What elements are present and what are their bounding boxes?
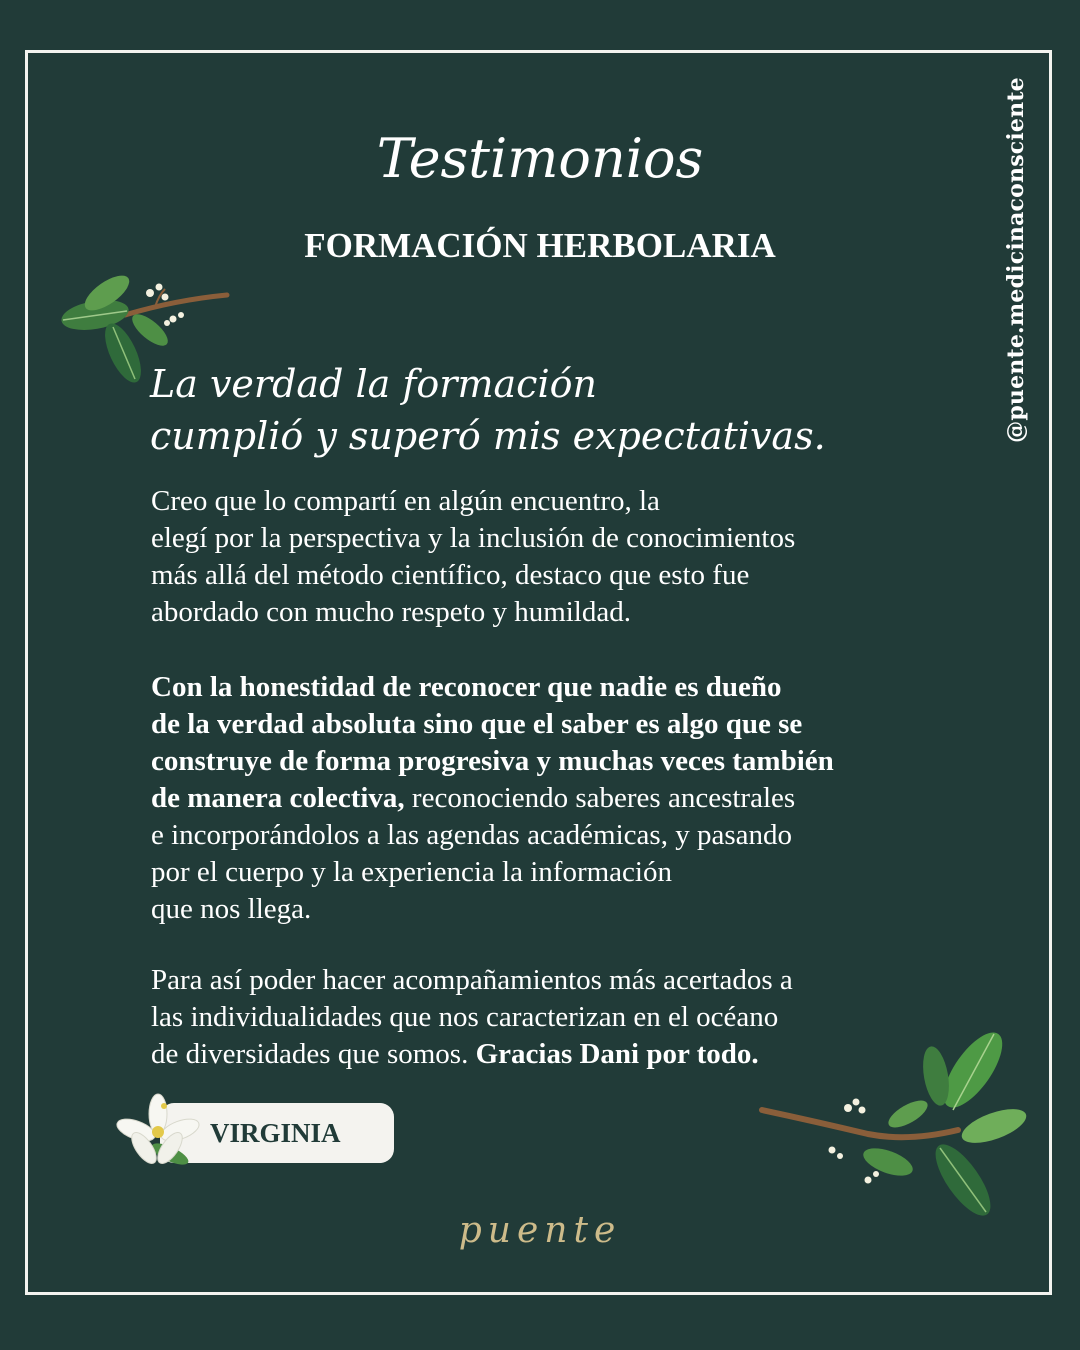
- instagram-handle: @puente.medicinaconsciente: [1003, 77, 1029, 443]
- bold-text: Con la honestidad de reconocer que nadie es dueño: [151, 671, 782, 703]
- paragraph-line: [151, 669, 991, 706]
- testimonial-quote: [150, 358, 930, 462]
- paragraph-line: más allá del método científico, destaco que esto fue: [151, 559, 750, 591]
- paragraph-line: [151, 706, 991, 743]
- paragraph-line: elegí por la perspectiva y la inclusión de conocimientos: [151, 522, 796, 554]
- paragraph-line: Creo que lo compartí en algún encuentro, la: [151, 485, 660, 517]
- paragraph-line: e incorporándolos a las agendas académicas, y pasando: [151, 819, 792, 851]
- regular-text: de diversidades que somos.: [151, 1038, 476, 1070]
- paragraph-line: [151, 780, 991, 817]
- brand-signature: puente: [458, 1210, 622, 1251]
- quote-line: cumplió y superó mis expectativas.: [150, 414, 826, 458]
- page-title: Testimonios: [376, 127, 704, 190]
- paragraph-line: las individualidades que nos caracterizan en el océano: [151, 1001, 779, 1033]
- testimonial-paragraph-1: [151, 483, 991, 631]
- bold-text: construye de forma progresiva y muchas veces también: [151, 745, 834, 777]
- white-flower-icon: [108, 1092, 208, 1172]
- paragraph-line: [151, 743, 991, 780]
- author-name: VIRGINIA: [210, 1117, 341, 1148]
- quote-line: La verdad la formación: [150, 362, 597, 406]
- paragraph-line: Para así poder hacer acompañamientos más acertados a: [151, 964, 793, 996]
- paragraph-line: por el cuerpo y la experiencia la información: [151, 856, 672, 888]
- bold-text: de manera colectiva,: [151, 782, 405, 814]
- regular-text: reconociendo saberes ancestrales: [404, 782, 796, 814]
- leaf-branch-bottom-right-icon: [758, 1030, 1028, 1220]
- bold-text: de la verdad absoluta sino que el saber es algo que se: [151, 708, 803, 740]
- paragraph-line: abordado con mucho respeto y humildad.: [151, 596, 631, 628]
- testimonial-paragraph-2: [151, 669, 991, 928]
- page-subtitle: FORMACIÓN HERBOLARIA: [304, 226, 776, 265]
- paragraph-line: que nos llega.: [151, 893, 312, 925]
- bold-text: Gracias Dani por todo.: [475, 1038, 759, 1070]
